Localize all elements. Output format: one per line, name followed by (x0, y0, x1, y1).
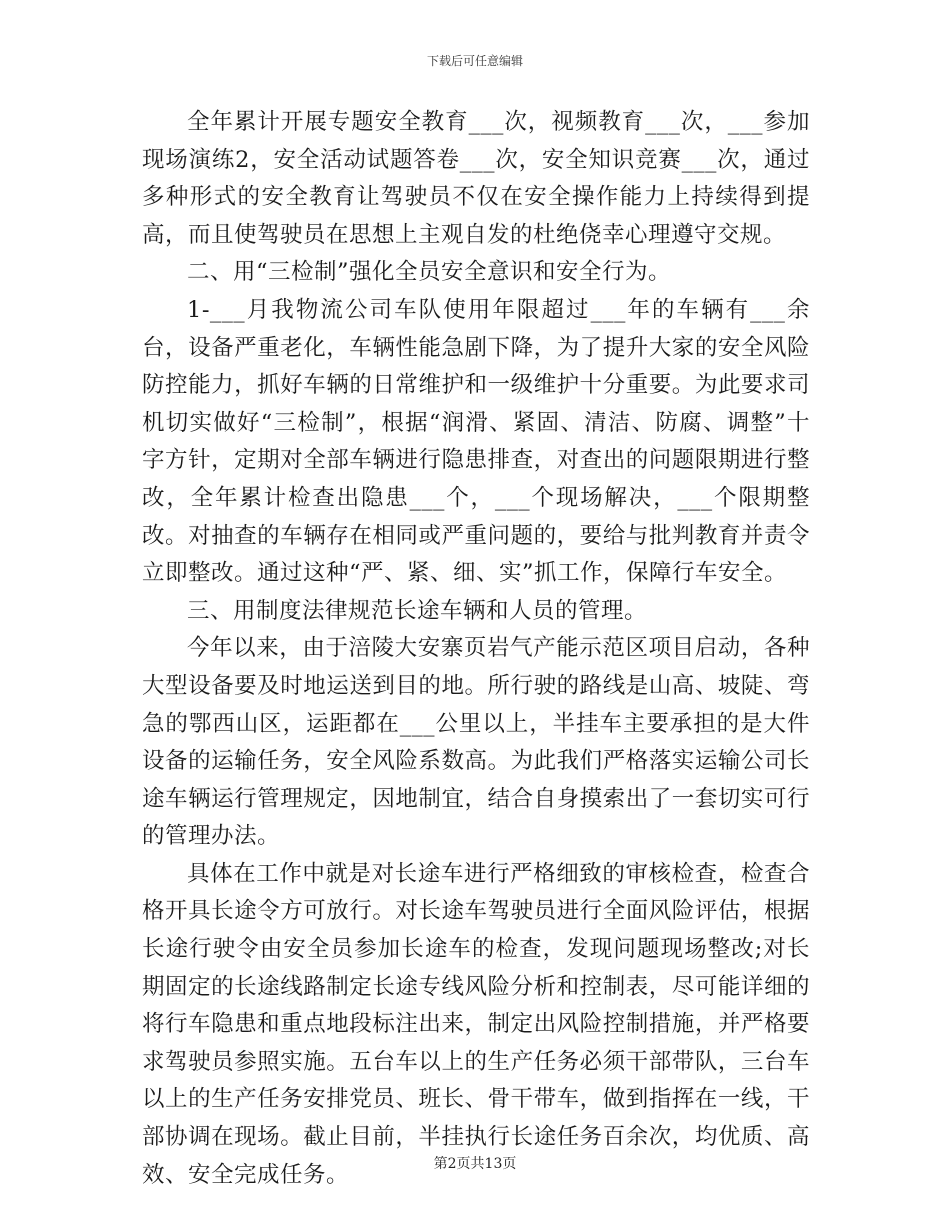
section-heading-three: 三、用制度法律规范长途车辆和人员的管理。 (187, 597, 648, 624)
section-heading-two: 二、用“三检制”强化全员安全意识和安全行为。 (187, 259, 672, 286)
paragraph-long-haul-measures: 具体在工作中就是对长途车进行严格细致的审核检查，检查合格开具长途令方可放行。对长途车驾驶员进行全面风险评估，根据长途行驶令由安全员参加长途车的检查，发现问题现场整改;对长期固定的长途线路制定长途专线风险分析和控制表，尽可能详细的将行车隐患和重点地段标注出来，制定出风险控制措施，并严格要求驾驶员参照实施。五台车以上的生产任务必须干部带队，三台车以上的生产任务安排党员、班长、骨干带车，做到指挥在一线，干部协调在现场。截止目前，半挂执行长途任务百余次，均优质、高效、安全完成任务。 (142, 860, 810, 1188)
paragraph-long-haul-background: 今年以来，由于涪陵大安寨页岩气产能示范区项目启动，各种大型设备要及时地运送到目的地。所行驶的路线是山高、坡陡、弯急的鄂西山区，运距都在___公里以上，半挂车主要承担的是大件设备的运输任务，安全风险系数高。为此我们严格落实运输公司长途车辆运行管理规定，因地制宜，结合自身摸索出了一套切实可行的管理办法。 (142, 635, 810, 850)
page-header: 下载后可任意编辑 (426, 54, 523, 68)
document-body (142, 104, 810, 1194)
page-number: 第2页共13页 (433, 1156, 517, 1172)
paragraph-education-summary: 全年累计开展专题安全教育___次，视频教育___次，___参加现场演练2，安全活动试题答卷___次，安全知识竞赛___次，通过多种形式的安全教育让驾驶员不仅在安全操作能力上持续得到提高，而且使驾驶员在思想上主观自发的杜绝侥幸心理遵守交规。 (142, 109, 810, 248)
paragraph-vehicle-inspection: 1-___月我物流公司车队使用年限超过___年的车辆有___余台，设备严重老化，车辆性能急剧下降，为了提升大家的安全风险防控能力，抓好车辆的日常维护和一级维护十分重要。为此要求司机切实做好“三检制”，根据“润滑、紧固、清洁、防腐、调整”十字方针，定期对全部车辆进行隐患排查，对查出的问题限期进行整改，全年累计检查出隐患___个，___个现场解决，___个限期整改。对抽查的车辆存在相同或严重问题的，要给与批判教育并责令立即整改。通过这种“严、紧、细、实”抓工作，保障行车安全。 (142, 296, 810, 587)
